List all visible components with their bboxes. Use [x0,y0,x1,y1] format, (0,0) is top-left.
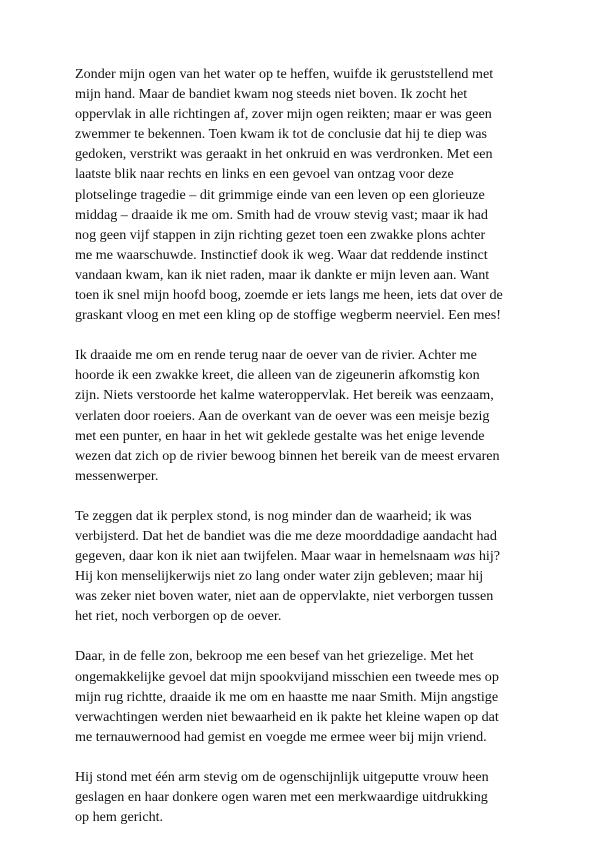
text-line: middag – draaide ik me om. Smith had de vrouw stevig vast; maar ik had [75,206,488,223]
paragraph-4 [75,646,535,746]
text-line: mijn hand. Maar de bandiet kwam nog steeds niet boven. Ik zocht het [75,86,468,103]
paragraph-1 [75,64,535,325]
text-line: plotselinge tragedie – dit grimmige einde van een leven op een glorieuze [75,186,485,203]
text-line: geslagen en haar donkere ogen waren met een merkwaardige uitdrukking [75,789,488,805]
text-line: het riet, noch verborgen op de oever. [75,608,282,625]
text-line: toen ik snel mijn hoofd boog, zoemde er iets langs me heen, iets dat over de [75,287,503,304]
paragraph-3 [75,506,535,627]
text-segment: hij? [475,548,501,565]
text-line: zwemmer te bekennen. Toen kwam ik tot de conclusie dat hij te diep was [75,126,488,143]
paragraph-2 [75,345,535,486]
text-line: hoorde ik een zwakke kreet, die alleen van de zigeunerin afkomstig kon [75,367,480,384]
text-line: Zonder mijn ogen van het water op te heffen, wuifde ik geruststellend met [75,66,494,82]
text-line: gedoken, verstrikt was geraakt in het onkruid en was verdronken. Met een [75,146,493,163]
text-line: Te zeggen dat ik perplex stond, is nog minder dan de waarheid; ik was [75,507,472,524]
text-segment: gegeven, daar kon ik niet aan twijfelen. Maar waar in hemelsnaam [75,548,454,565]
text-line: laatste blik naar rechts en links en een gevoel van ontzag voor deze [75,166,454,183]
text-line: Hij kon menselijkerwijs niet zo lang onder water zijn gebleven; maar hij [75,568,484,585]
text-line: wezen dat zich op de rivier bewoog binnen het bereik van de meest ervaren [75,447,500,464]
text-line: was zeker niet boven water, niet aan de oppervlakte, niet verborgen tussen [75,588,494,605]
text-line: mijn rug richtte, draaide ik me om en haastte me naar Smith. Mijn angstige [75,688,499,705]
text-line: graskant vloog en met een kling op de stoffige wegberm neerviel. Een mes! [75,307,501,324]
text-line: Hij stond met één arm stevig om de ogenschijnlijk uitgeputte vrouw heen [75,768,489,785]
text-line: Daar, in de felle zon, bekroop me een besef van het griezelige. Met het [75,648,474,665]
text-line: Ik draaide me om en rende terug naar de oever van de rivier. Achter me [75,347,477,364]
document-page [75,64,535,847]
text-line: messenwerper. [75,467,159,484]
text-line-with-emphasis [75,546,535,566]
text-line: verbijsterd. Dat het de bandiet was die me deze moorddadige aandacht had [75,527,497,544]
text-line: ongemakkelijke gevoel dat mijn spookvijand misschien een tweede mes op [75,668,499,685]
emphasized-word: was [453,548,476,565]
text-line: verwachtingen werden niet bewaarheid en ik pakte het kleine wapen op dat [75,708,499,725]
text-line: zijn. Niets verstoorde het kalme wateroppervlak. Het bereik was eenzaam, [75,387,494,404]
text-line: nog geen vijf stappen in zijn richting gezet toen een zwakke plons achter [75,226,486,243]
text-line: vandaan kwam, kan ik niet raden, maar ik dankte er mijn leven aan. Want [75,266,490,283]
text-line: verlaten door roeiers. Aan de overkant van de oever was een meisje bezig [75,407,490,424]
text-line: met een punter, en haar in het wit geklede gestalte was het enige levende [75,427,485,444]
text-line: op hem gericht. [75,809,164,826]
text-line: oppervlak in alle richtingen af, zover mijn ogen reikten; maar er was geen [75,106,492,123]
text-line: me me waarschuwde. Instinctief dook ik weg. Waar dat reddende instinct [75,246,488,263]
text-line: me ternauwernood had gemist en voegde me ermee weer bij mijn vriend. [75,728,487,745]
